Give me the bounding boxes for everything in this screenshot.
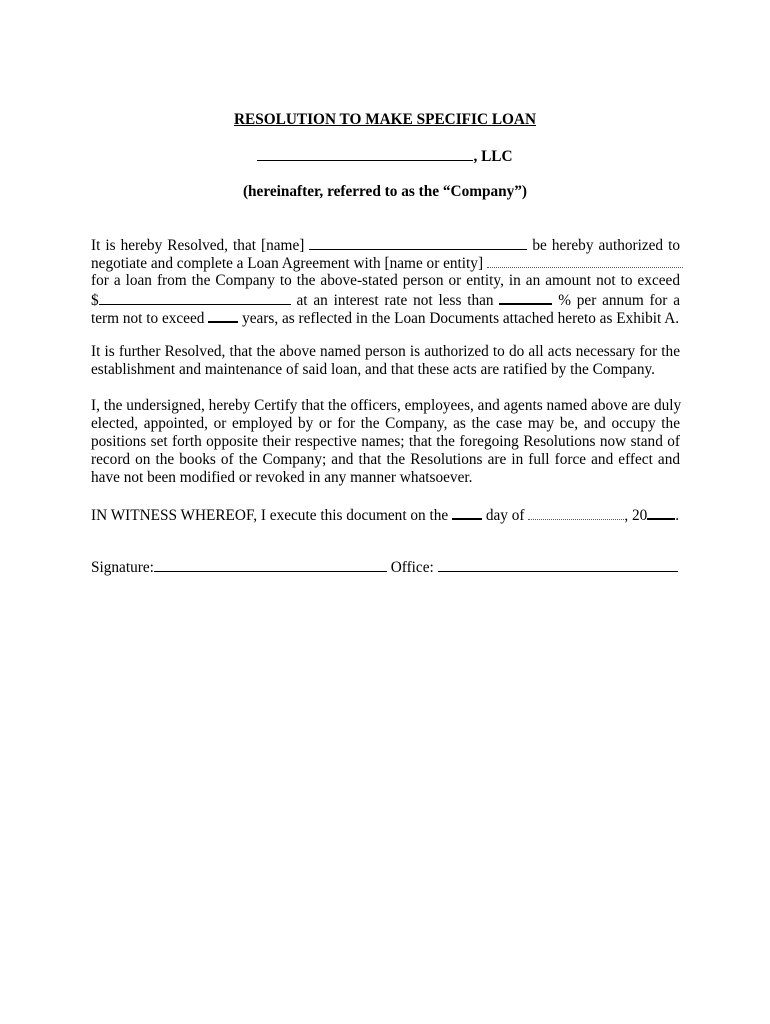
text: . <box>675 507 680 524</box>
line: for a loan from the Company to the above-stated person or entity, in an amount not to exceed <box>91 272 680 289</box>
line: establishment and maintenance of said loan, and that these acts are ratified by the Company. <box>91 361 655 378</box>
text: IN WITNESS WHEREOF, I execute this document on the <box>91 507 449 524</box>
line <box>91 254 680 272</box>
interest-rate-blank[interactable] <box>499 290 552 305</box>
witness-line <box>91 505 680 523</box>
line <box>91 290 680 308</box>
text: It is hereby Resolved, that [name] <box>91 237 305 254</box>
line <box>91 558 680 576</box>
title-text: RESOLUTION TO MAKE SPECIFIC LOAN <box>233 111 537 128</box>
text: term not to exceed <box>91 310 205 327</box>
text: be hereby authorized to <box>532 237 680 254</box>
year-blank[interactable] <box>647 505 675 520</box>
lender-entity-blank[interactable] <box>487 254 683 268</box>
llc-suffix: , LLC <box>473 148 513 165</box>
resolution-paragraph <box>91 236 680 326</box>
line <box>91 236 680 254</box>
line: positions set forth opposite their respective names; that the foregoing Resolutions now stand of <box>91 433 680 450</box>
day-blank[interactable] <box>452 505 482 520</box>
office-label: Office: <box>390 559 434 576</box>
line <box>91 505 680 523</box>
office-blank[interactable] <box>438 558 678 572</box>
subtitle: (hereinafter, referred to as the “Company”) <box>242 183 528 200</box>
term-years-blank[interactable] <box>208 308 238 323</box>
line: elected, appointed, or employed by or for the Company, as the case may be, and occupy the <box>91 415 680 432</box>
authorized-name-blank[interactable] <box>309 236 527 250</box>
text: % per annum for a <box>558 292 680 309</box>
line: It is further Resolved, that the above named person is authorized to do all acts necessary for the <box>91 343 680 360</box>
line: record on the books of the Company; and that the Resolutions are in full force and effect and <box>91 451 680 468</box>
company-name-line <box>0 147 770 166</box>
company-name-blank[interactable] <box>257 147 473 161</box>
signature-blank[interactable] <box>154 558 387 572</box>
further-resolution-paragraph <box>91 343 680 379</box>
text: years, as reflected in the Loan Documents attached hereto as Exhibit A. <box>242 310 680 327</box>
text: , 20 <box>624 507 648 524</box>
loan-amount-blank[interactable] <box>99 291 291 305</box>
document-title <box>0 111 770 129</box>
certification-paragraph <box>91 397 680 487</box>
signature-label: Signature: <box>91 559 154 576</box>
line: I, the undersigned, hereby Certify that the officers, employees, and agents named above are duly <box>91 397 682 414</box>
signature-line <box>91 558 680 576</box>
line: have not been modified or revoked in any manner whatsoever. <box>91 469 473 486</box>
month-blank[interactable] <box>528 506 624 520</box>
text: $ <box>91 292 99 309</box>
text: negotiate and complete a Loan Agreement with [name or entity] <box>91 255 484 272</box>
line <box>91 308 680 326</box>
text: at an interest rate not less than <box>296 292 494 309</box>
text: day of <box>485 507 525 524</box>
